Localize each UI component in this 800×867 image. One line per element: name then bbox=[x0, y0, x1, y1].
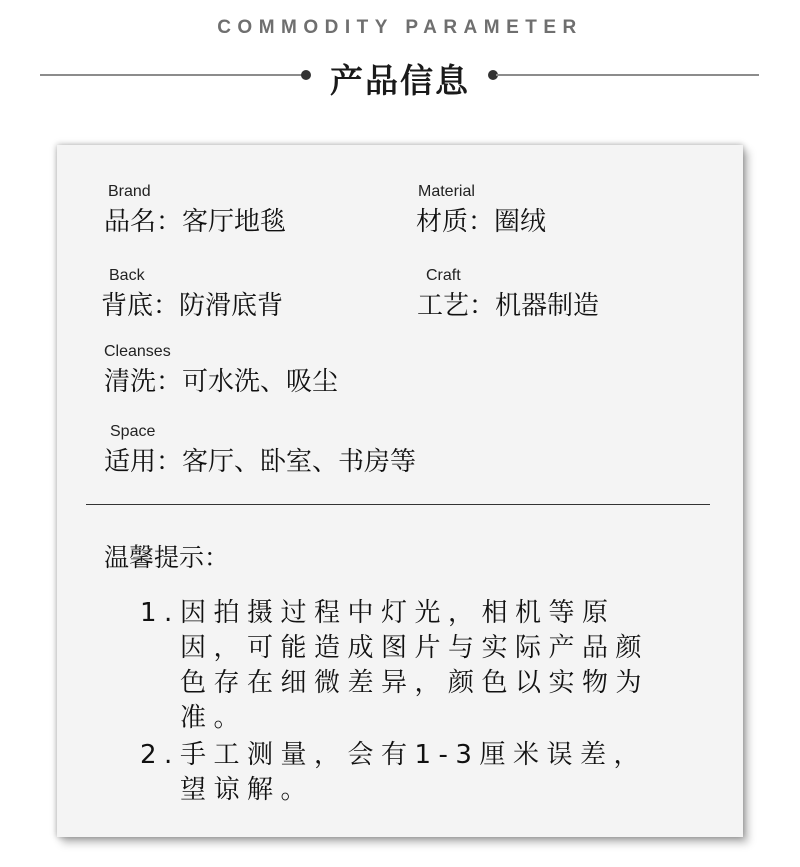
param-back-cn: 背底：防滑底背 bbox=[101, 291, 284, 321]
param-cleanses-cn: 清洗：可水洗、吸尘 bbox=[104, 367, 339, 397]
subtitle: COMMODITY PARAMETER bbox=[217, 17, 583, 38]
param-material-cn: 材质：圈绒 bbox=[416, 207, 547, 237]
section-divider bbox=[86, 504, 710, 505]
param-material-en: Material bbox=[418, 183, 475, 200]
param-cleanses-en: Cleanses bbox=[104, 343, 171, 360]
page-title: 产品信息 bbox=[330, 61, 470, 100]
tip-item-1-number: 1. bbox=[140, 598, 180, 628]
right-rule bbox=[496, 74, 759, 76]
tip-item-2-number: 2. bbox=[140, 740, 180, 770]
param-brand-cn: 品名：客厅地毯 bbox=[104, 207, 287, 237]
left-rule bbox=[40, 74, 302, 76]
tip-item-2 bbox=[140, 738, 660, 808]
title-row bbox=[0, 52, 800, 98]
tip-item-2-text: 手工测量，会有1-3厘米误差，望谅解。 bbox=[180, 740, 647, 805]
param-space-cn: 适用：客厅、卧室、书房等 bbox=[104, 447, 417, 477]
left-dot bbox=[301, 70, 311, 80]
tip-item-1-text: 因拍摄过程中灯光，相机等原因，可能造成图片与实际产品颜色存在细微差异，颜色以实物为准。 bbox=[180, 598, 650, 733]
param-craft-en: Craft bbox=[426, 267, 461, 284]
param-space-en: Space bbox=[110, 423, 156, 440]
param-craft-cn: 工艺：机器制造 bbox=[417, 291, 600, 321]
tip-item-1 bbox=[140, 596, 660, 736]
param-back-en: Back bbox=[109, 267, 145, 284]
tips-title: 温馨提示： bbox=[104, 543, 230, 572]
param-brand-en: Brand bbox=[108, 183, 151, 200]
